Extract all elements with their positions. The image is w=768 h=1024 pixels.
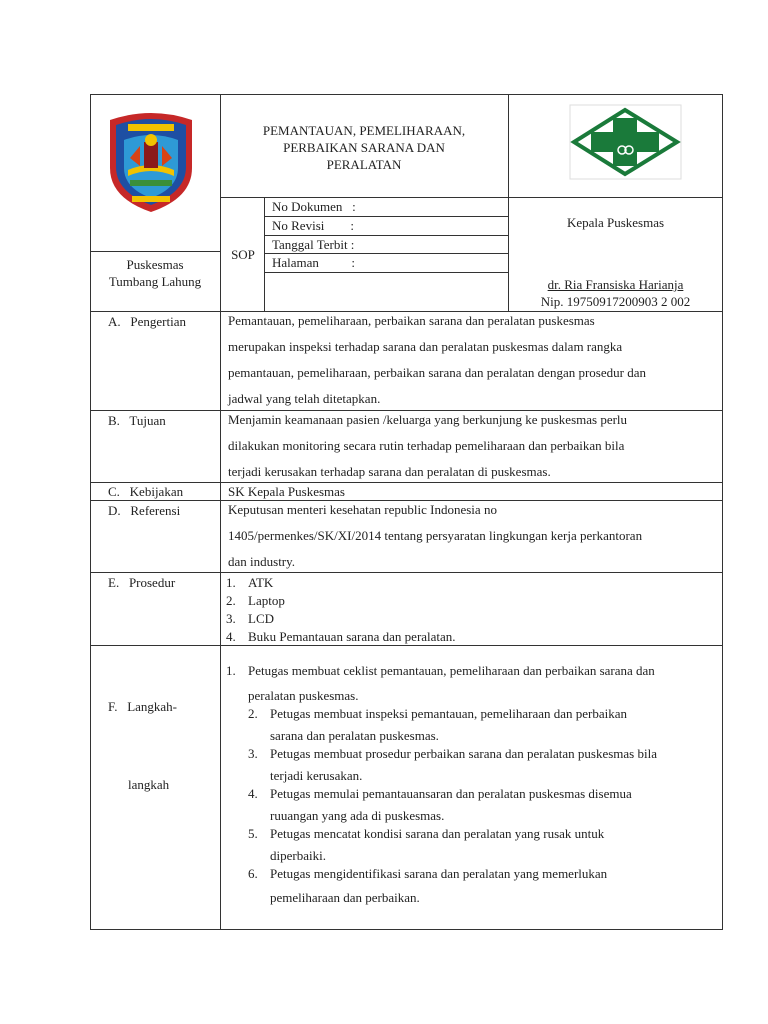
section-d-line: dan industry. bbox=[228, 554, 296, 569]
title-line-3: PERALATAN bbox=[326, 157, 402, 172]
section-c-label: C. Kebijakan bbox=[108, 484, 184, 499]
doc-field-line-3 bbox=[264, 253, 508, 254]
step-item: 4. Petugas memulai pemantauansaran dan peralatan puskesmas disemua ruuangan yang ada di puskesmas. bbox=[248, 786, 632, 823]
step-item: 6. Petugas mengidentifikasi sarana dan peralatan yang memerlukan pemeliharaan dan perbaikan. bbox=[248, 866, 608, 905]
head-title: Kepala Puskesmas bbox=[566, 215, 665, 230]
row-divider-left-logo bbox=[90, 251, 220, 252]
head-name: dr. Ria Fransiska Harianja bbox=[547, 277, 684, 292]
section-f-label bbox=[108, 642, 177, 824]
doc-field-line-2 bbox=[264, 235, 508, 236]
section-a-line: jadwal yang telah ditetapkan. bbox=[228, 391, 381, 406]
clinic-name-line-2: Tumbang Lahung bbox=[108, 274, 202, 289]
title-line-1: PEMANTAUAN, PEMELIHARAAN, bbox=[262, 123, 466, 138]
section-b-content bbox=[228, 407, 720, 485]
section-b-label: B. Tujuan bbox=[108, 413, 166, 428]
section-a-line: pemantauan, pemeliharaan, perbaikan sarana dan peralatan dengan prosedur dan bbox=[228, 365, 646, 380]
regional-emblem-logo bbox=[106, 110, 196, 214]
list-item: 3. LCD bbox=[226, 611, 274, 626]
col-divider-sop bbox=[264, 197, 265, 311]
step-item: 2. Petugas membuat inspeksi pemantauan, pemeliharaan dan perbaikan sarana dan peralatan puskesmas. bbox=[248, 706, 628, 743]
doc-field-line-1 bbox=[264, 216, 508, 217]
doc-field-tanggal-terbit: Tanggal Terbit : bbox=[272, 237, 355, 252]
head-nip: Nip. 19750917200903 2 002 bbox=[540, 294, 691, 309]
section-c-content: SK Kepala Puskesmas bbox=[228, 484, 345, 499]
section-b-line: Menjamin keamanaan pasien /keluarga yang berkunjung ke puskesmas perlu bbox=[228, 412, 628, 427]
puskesmas-logo bbox=[569, 104, 682, 180]
section-b-line: dilakukan monitoring secara rutin terhadap pemeliharaan dan perbaikan bila bbox=[228, 438, 625, 453]
title-line-2: PERBAIKAN SARANA DAN bbox=[283, 140, 445, 155]
section-d-content bbox=[228, 497, 720, 575]
list-item: 2. Laptop bbox=[226, 593, 285, 608]
col-divider-left bbox=[220, 94, 221, 930]
doc-field-line-4 bbox=[264, 272, 508, 273]
section-a-line: Pemantauan, pemeliharaan, perbaikan sarana dan peralatan puskesmas bbox=[228, 313, 595, 328]
sop-label: SOP bbox=[231, 247, 255, 262]
doc-field-halaman: Halaman : bbox=[272, 255, 356, 270]
step-item: 1. Petugas membuat ceklist pemantauan, pemeliharaan dan perbaikan sarana dan peralatan puskesmas. bbox=[226, 663, 655, 703]
section-d-line: Keputusan menteri kesehatan republic Indonesia no bbox=[228, 502, 497, 517]
document-title bbox=[220, 122, 508, 173]
section-f-label-line-2: langkah bbox=[128, 777, 170, 792]
section-d-label: D. Referensi bbox=[108, 503, 181, 518]
section-a-label: A. Pengertian bbox=[108, 314, 186, 329]
section-f-label-line-1: F. Langkah- bbox=[108, 699, 177, 714]
section-a-line: merupakan inspeksi terhadap sarana dan peralatan puskesmas dalam rangka bbox=[228, 339, 623, 354]
clinic-name-line-1: Puskesmas bbox=[126, 257, 184, 272]
section-e-list bbox=[226, 574, 718, 646]
step-item: 5. Petugas mencatat kondisi sarana dan peralatan yang rusak untuk diperbaiki. bbox=[248, 826, 605, 863]
section-e-label: E. Prosedur bbox=[108, 575, 176, 590]
clinic-name bbox=[90, 256, 220, 290]
row-divider-header-mid bbox=[220, 197, 723, 198]
list-item: 1. ATK bbox=[226, 575, 274, 590]
section-b-line: terjadi kerusakan terhadap sarana dan peralatan di puskesmas. bbox=[228, 464, 551, 479]
section-d-line: 1405/permenkes/SK/XI/2014 tentang persyaratan lingkungan kerja perkantoran bbox=[228, 528, 643, 543]
section-a-content bbox=[228, 308, 720, 412]
step-item: 3. Petugas membuat prosedur perbaikan sarana dan peralatan puskesmas bila terjadi kerusakan. bbox=[248, 746, 657, 783]
list-item: 4. Buku Pemantauan sarana dan peralatan. bbox=[226, 629, 456, 644]
doc-field-no-revisi: No Revisi : bbox=[272, 218, 354, 233]
doc-field-no-dokumen: No Dokumen : bbox=[272, 199, 356, 214]
section-f-steps bbox=[226, 659, 720, 911]
